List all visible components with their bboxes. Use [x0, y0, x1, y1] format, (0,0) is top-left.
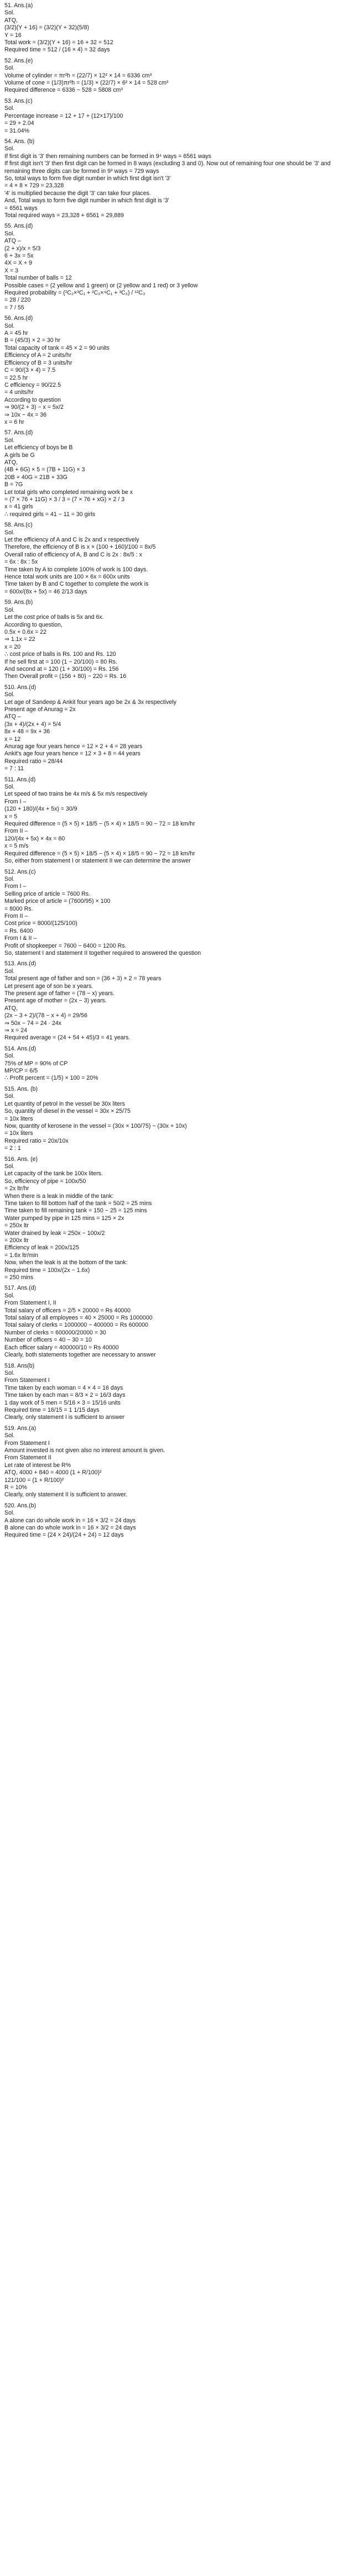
solution-line: = 1.6x ltr/min — [4, 1252, 38, 1259]
solution-line: ∴ Profit percent = (1/5) × 100 = 20% — [4, 1075, 98, 1082]
solution-heading: 58. Ans.(c) — [4, 522, 33, 529]
solution-block — [4, 522, 350, 596]
solution-line: Required difference = (5 × 5) × 18/5 − (5 × 4) × 18/5 = 90 − 72 = 18 km/hr — [4, 850, 195, 857]
solution-block — [4, 223, 350, 312]
solution-block — [4, 98, 350, 135]
solution-line: Let quantity of petrol in the vessel be 30x liters — [4, 1100, 125, 1107]
solution-line: Present age of Anurag = 2x — [4, 706, 76, 713]
solution-line: A alone can do whole work in = 16 × 3/2 = 24 days — [4, 1517, 136, 1524]
solution-line: = 10x liters — [4, 1115, 33, 1122]
solution-line: Sol. — [4, 784, 15, 791]
solution-block — [4, 869, 350, 958]
solution-line: Sol. — [4, 322, 15, 329]
solution-block — [4, 1502, 350, 1539]
solution-line: So, either from statement I or statement II we can determine the answer — [4, 858, 191, 865]
solution-line: Efficiency of leak = 200x/125 — [4, 1244, 79, 1252]
solution-line: = 4 units/hr — [4, 389, 34, 396]
solution-line: Sol. — [4, 1093, 15, 1100]
solution-line: = 250x ltr — [4, 1222, 29, 1229]
solution-line: Let age of Sandeep & Ankit four years ago be 2x & 3x respectively — [4, 698, 176, 706]
solution-heading: 55. Ans.(d) — [4, 223, 33, 230]
solution-heading: 512. Ans.(c) — [4, 868, 36, 875]
solution-line: = Rs. 6400 — [4, 927, 33, 934]
solution-line: B = (45/3) × 2 = 30 hr — [4, 337, 60, 344]
solution-line: Now, when the leak is at the bottom of the tank: — [4, 1259, 128, 1266]
solution-line: Sol. — [4, 529, 15, 536]
solution-line: Total salary of all employees = 40 × 25000 = Rs 1000000 — [4, 1315, 153, 1322]
solution-line: Ankit's age four years hence = 12 × 3 + 8 = 44 years — [4, 750, 140, 758]
solution-line: Selling price of article = 7600 Rs. — [4, 890, 91, 897]
solution-line: Volume of cone = (1/3)πr²h = (1/3) × (22/7) × 6² × 14 = 528 cm³ — [4, 80, 169, 87]
solution-line: ATQ, 4000 + 840 = 4000 (1 + R/100)² — [4, 1469, 102, 1476]
solution-line: Clearly, only statement II is sufficient to answer. — [4, 1491, 128, 1499]
solution-line: Required time = 16/15 = 1 1/15 days — [4, 1406, 100, 1413]
solution-line: '4' is multiplied because the digit '3' can take four places. — [4, 190, 151, 197]
solution-line: If first digit isn't '3' then first digit can be formed in 8 ways (excluding 3 and 0). Now out of remaining four one should be '3' and remaining three digits can be formed in 9³ ways = 729 ways — [4, 160, 332, 175]
solution-line: R = 10% — [4, 1484, 27, 1491]
solution-line: Time taken to fill bottom half of the tank = 50/2 = 25 mins — [4, 1200, 152, 1207]
solution-line: From I – — [4, 883, 27, 890]
solution-heading: 516. Ans. (e) — [4, 1155, 38, 1163]
solution-line: So, statement I and statement II together required to answered the question — [4, 949, 201, 956]
solution-line: Required difference = (5 × 5) × 18/5 − (5 × 4) × 18/5 = 90 − 72 = 18 km/hr — [4, 821, 195, 828]
solution-line: Sol. — [4, 875, 15, 882]
solution-line: ∴ cost price of balls is Rs. 100 and Rs. 120 — [4, 651, 116, 658]
solution-line: Let total girls who completed remaining work be x — [4, 488, 133, 496]
solution-line: Time taken by A to complete 100% of work is 100 days. — [4, 566, 148, 573]
solution-line: Efficiency of A = 2 units/hr — [4, 352, 72, 359]
solution-line: ∴ required girls = 41 − 11 = 30 girls — [4, 511, 96, 518]
solution-line: Let speed of two trains be 4x m/s & 5x m/s respectively — [4, 791, 148, 798]
solution-heading: 510. Ans.(d) — [4, 684, 37, 691]
solution-line: = 200x ltr — [4, 1237, 29, 1244]
solution-line: Total capacity of tank = 45 × 2 = 90 units — [4, 344, 110, 351]
solution-heading: 511. Ans.(d) — [4, 776, 36, 783]
solution-line: = 2x ltr/hr — [4, 1185, 29, 1192]
solution-heading: 59. Ans.(b) — [4, 599, 33, 606]
solution-line: Required probability = (²C₂×³C₁ + ²C₂×⁴C₁ + ³C₃) / ¹²C₃ — [4, 290, 145, 297]
solution-line: = 2 : 1 — [4, 1145, 21, 1152]
solution-line: (3/2)(Y + 16) = (3/2)(Y + 32)(5/8) — [4, 24, 89, 31]
solution-block — [4, 960, 350, 1042]
solution-line: ATQ – — [4, 238, 21, 245]
solution-heading: 515. Ans. (b) — [4, 1085, 38, 1092]
solution-line: A = 45 hr — [4, 330, 28, 337]
solution-line: 6 + 3x = 5x — [4, 253, 34, 259]
solution-line: Possible cases = (2 yellow and 1 green) or (2 yellow and 1 red) or 3 yellow — [4, 282, 198, 289]
solution-line: Let rate of interest be R% — [4, 1462, 71, 1469]
solution-line: Time taken by each woman = 4 × 4 = 16 days — [4, 1384, 123, 1391]
solution-line: Sol. — [4, 65, 15, 72]
solution-line: 0.5x + 0.6x = 22 — [4, 628, 46, 635]
solution-line: Total required ways = 23,328 + 6561 = 29,889 — [4, 212, 124, 219]
solution-block — [4, 1045, 350, 1082]
solution-line: Sol. — [4, 606, 15, 613]
solution-block — [4, 1285, 350, 1359]
solution-heading: 57. Ans.(d) — [4, 429, 33, 437]
solution-line: Y = 16 — [4, 31, 22, 39]
solution-block — [4, 599, 350, 680]
solution-heading: 53. Ans.(c) — [4, 97, 33, 104]
solution-line: From Statement I — [4, 1377, 50, 1384]
solution-line: = 10x liters — [4, 1130, 33, 1137]
solution-line: ATQ, — [4, 1005, 18, 1012]
solution-heading: 518. Ans(b) — [4, 1362, 35, 1369]
solution-line: Cost price = 8000/(125/100) — [4, 920, 77, 927]
solution-line: Sol. — [4, 145, 15, 153]
solution-line: Clearly, both statements together are necessary to answer — [4, 1352, 156, 1359]
solution-line: 75% of MP = 90% of CP — [4, 1060, 68, 1067]
solution-line: Required time = (24 × 24)/(24 + 24) = 12 days — [4, 1532, 124, 1539]
solution-line: = (7 × 76 + 11G) × 3 / 3 = (7 × 76 + xG) × 2 / 3 — [4, 496, 125, 503]
solution-line: x = 41 girls — [4, 503, 33, 511]
solution-heading: 519. Ans.(a) — [4, 1424, 37, 1432]
solution-block — [4, 1363, 350, 1422]
solution-line: (2 + x)/x = 5/3 — [4, 245, 41, 252]
solution-heading: 514. Ans.(d) — [4, 1045, 37, 1052]
solution-line: Sol. — [4, 1053, 15, 1060]
solution-line: ⇒ 90/(2 + 3) − x = 5x/2 — [4, 404, 64, 411]
solution-line: C = 90/(3 × 4) = 7.5 — [4, 367, 56, 374]
solution-line: x = 20 — [4, 643, 21, 650]
solution-line: Hence total work units are 100 × 6x = 600x units — [4, 574, 130, 581]
solution-line: x = 5 m/s — [4, 843, 29, 850]
solution-line: From Statement I, II — [4, 1300, 56, 1307]
solution-line: ATQ, — [4, 459, 18, 466]
solution-line: Sol. — [4, 1432, 15, 1439]
solution-line: 20B + 40G = 21B + 33G — [4, 474, 67, 481]
solution-line: 121/100 = (1 + R/100)² — [4, 1476, 64, 1484]
solution-line: Therefore, the efficiency of B is x × (100 + 160)/100 = 8x/5 — [4, 544, 156, 551]
solution-line: Number of clerks = 600000/20000 = 30 — [4, 1329, 106, 1336]
solution-block — [4, 684, 350, 773]
solution-line: Let present age of son be x years. — [4, 982, 93, 990]
solution-line: From I – — [4, 798, 27, 805]
solution-line: X = 3 — [4, 267, 19, 274]
solution-line: Sol. — [4, 1369, 15, 1376]
solution-line: A girls be G — [4, 451, 35, 459]
solution-line: Time taken to fill remaining tank = 150 − 25 = 125 mins — [4, 1207, 147, 1215]
solution-block — [4, 776, 350, 865]
solution-line: = 600x/(8x + 5x) = 46 2/13 days — [4, 588, 87, 595]
solution-line: And, Total ways to form five digit number in which first digit is '3' — [4, 197, 169, 204]
solution-line: Let the efficiency of A and C is 2x and x respectively — [4, 537, 139, 544]
solution-line: From II – — [4, 912, 28, 919]
solution-line: Water drained by leak = 250x − 100x/2 — [4, 1229, 105, 1237]
solution-heading: 54. Ans. (b) — [4, 138, 35, 145]
solution-block — [4, 1156, 350, 1282]
solution-line: Required ratio = 28/44 — [4, 758, 63, 765]
solution-block — [4, 315, 350, 426]
solution-line: Total present age of father and son = (36 + 3) × 2 = 78 years — [4, 975, 162, 982]
solution-line: Total work = (3/2)(Y + 16) = 16 + 32 = 512 — [4, 39, 113, 46]
solution-line: C efficiency = 90/22.5 — [4, 381, 61, 388]
solution-line: Anurag age four years hence = 12 × 2 + 4 = 28 years — [4, 743, 143, 750]
solution-line: ⇒ 50x − 74 = 24 · 24x — [4, 1019, 62, 1027]
solution-line: Number of officers = 40 − 30 = 10 — [4, 1337, 92, 1344]
solution-line: When there is a leak in middle of the tank: — [4, 1192, 114, 1200]
solution-line: Let capacity of the tank be 100x liters. — [4, 1170, 103, 1177]
solution-block — [4, 1086, 350, 1153]
solution-line: Clearly, only statement I is sufficient to answer — [4, 1414, 124, 1421]
solution-line: Time taken by B and C together to complete the work is — [4, 581, 149, 588]
solution-line: = 7 : 11 — [4, 765, 24, 772]
solution-line: x = 5 — [4, 813, 18, 820]
solution-heading: 517. Ans.(d) — [4, 1285, 37, 1292]
solution-line: MP/CP = 6/5 — [4, 1068, 38, 1075]
solution-line: From II – — [4, 828, 28, 835]
solution-block — [4, 2, 350, 54]
solution-line: (2x − 3 + 2)/(78 − x + 4) = 29/56 — [4, 1012, 87, 1019]
solution-line: 8x + 48 = 9x + 36 — [4, 728, 50, 735]
solution-line: Water pumped by pipe in 125 mins = 125 × 2x — [4, 1215, 124, 1222]
solution-line: ⇒ 10x − 4x = 36 — [4, 411, 47, 418]
solution-block — [4, 429, 350, 518]
solution-line: = 6561 ways — [4, 204, 38, 212]
solution-line: Let efficiency of boys be B — [4, 444, 73, 451]
solution-line: Then Overall profit = (156 + 80) − 220 = Rs. 16 — [4, 673, 127, 680]
solution-line: Total salary of officers = 2/5 × 20000 = Rs 40000 — [4, 1307, 131, 1314]
solution-line: Sol. — [4, 1510, 15, 1517]
solution-line: Sol. — [4, 691, 15, 698]
solution-line: 120/(4x + 5x) × 4x = 60 — [4, 835, 65, 842]
solution-line: Volume of cylinder = πr²h = (22/7) × 12² × 14 = 6336 cm³ — [4, 72, 152, 79]
solution-line: Required average = (24 + 54 + 45)/3 = 41 years. — [4, 1034, 131, 1042]
solution-block — [4, 138, 350, 219]
solution-line: If first digit is '3' then remaining numbers can be formed in 9⁴ ways = 6561 ways — [4, 153, 211, 160]
solution-line: B alone can do whole work in = 16 × 3/2 = 24 days — [4, 1524, 136, 1532]
solution-line: Sol. — [4, 968, 15, 975]
solution-line: = 31.04% — [4, 127, 30, 134]
solution-line: Total number of balls = 12 — [4, 275, 72, 282]
solution-line: B = 7G — [4, 481, 23, 488]
solution-line: Let the cost price of balls is 5x and 6x. — [4, 614, 104, 621]
solution-line: = 8000 Rs. — [4, 905, 33, 912]
solution-line: = 28 / 220 — [4, 297, 31, 304]
solution-line: So, total ways to form five digit number in which first digit isn't '3' — [4, 175, 171, 182]
solution-line: Required time = 100x/(2x − 1.6x) — [4, 1266, 90, 1274]
solution-heading: 52. Ans.(e) — [4, 57, 33, 64]
solution-line: x = 6 hr — [4, 418, 24, 425]
solution-heading: 56. Ans.(d) — [4, 315, 33, 322]
solution-line: = 250 mins — [4, 1274, 34, 1281]
solution-line: Sol. — [4, 1163, 15, 1170]
solution-line: ATQ – — [4, 713, 21, 721]
solution-line: Marked price of article = (7600/95) × 100 — [4, 898, 111, 905]
solution-line: ATQ, — [4, 17, 18, 24]
solution-line: From Statement I — [4, 1439, 50, 1447]
solution-line: The present age of father = (78 − x) years. — [4, 990, 115, 997]
solution-line: Efficiency of B = 3 units/hr — [4, 359, 72, 366]
solution-line: Amount invested is not given also no interest amount is given. — [4, 1447, 165, 1454]
solution-line: Total salary of clerks = 1000000 − 400000 = Rs 600000 — [4, 1322, 149, 1329]
solution-line: Required time = 512 / (16 × 4) = 32 days — [4, 46, 110, 54]
solution-line: (120 + 180)/(4x + 5x) = 30/9 — [4, 806, 77, 813]
solution-line: Sol. — [4, 437, 15, 444]
solution-line: Present age of mother = (2x − 3) years. — [4, 997, 107, 1005]
solution-line: From I & II – — [4, 935, 37, 942]
solution-line: = 22.5 hr — [4, 374, 28, 381]
solution-line: Percentage increase = 12 + 17 + (12×17)/100 — [4, 112, 123, 119]
solution-line: Now, quantity of kerosene in the vessel = (30x × 100/75) − (30x + 10x) — [4, 1122, 187, 1129]
solution-line: 1 day work of 5 men = 5/16 × 3 = 15/16 units — [4, 1399, 121, 1406]
solution-line: Sol. — [4, 1292, 15, 1299]
solution-line: Sol. — [4, 105, 15, 112]
solution-line: Overall ratio of efficiency of A, B and C is 2x : 8x/5 : x — [4, 551, 142, 558]
solution-line: If he sell first at = 100 (1 − 20/100) = 80 Rs. — [4, 658, 118, 665]
solution-line: So, efficiency of pipe = 100x/50 — [4, 1177, 86, 1185]
solution-line: According to question, — [4, 621, 63, 628]
solution-line: Time taken by each man = 8/3 × 2 = 16/3 days — [4, 1392, 126, 1399]
solution-line: (3x + 4)/(2x + 4) = 5/4 — [4, 721, 61, 728]
solution-line: x = 12 — [4, 735, 21, 743]
solution-line: So, quantity of diesel in the vessel = 30x × 25/75 — [4, 1108, 131, 1115]
solution-line: = 4 × 8 × 729 = 23,328 — [4, 182, 64, 190]
solution-heading: 51. Ans.(a) — [4, 2, 33, 9]
solution-line: Sol. — [4, 9, 15, 17]
solution-line: According to question — [4, 396, 61, 403]
solution-line: Required difference = 6336 − 528 = 5808 cm³ — [4, 87, 123, 94]
solution-line: = 7 / 55 — [4, 304, 24, 311]
solution-block — [4, 1425, 350, 1499]
solution-line: Profit of shopkeeper = 7600 − 6400 = 1200 Rs. — [4, 942, 127, 949]
solution-line: (4B + 6G) × 5 = (7B + 11G) × 3 — [4, 466, 85, 474]
solution-heading: 513. Ans.(d) — [4, 960, 37, 968]
solution-line: And second at = 120 (1 + 30/100) = Rs. 156 — [4, 665, 119, 672]
solution-line: = 29 + 2.04 — [4, 120, 34, 127]
solution-line: Sol. — [4, 230, 15, 237]
solution-line: Each officer salary = 400000/10 = Rs 40000 — [4, 1344, 119, 1351]
solution-line: Required ratio = 20x/10x — [4, 1137, 69, 1144]
solution-line: From Statement II — [4, 1454, 51, 1462]
solution-block — [4, 57, 350, 94]
solution-line: ⇒ 1.1x = 22 — [4, 636, 35, 643]
solution-line: ⇒ x = 24 — [4, 1027, 27, 1034]
solution-line: 4X = X + 9 — [4, 260, 33, 267]
solution-line: = 6x : 8x : 5x — [4, 559, 38, 566]
solution-heading: 520. Ans.(b) — [4, 1502, 37, 1509]
